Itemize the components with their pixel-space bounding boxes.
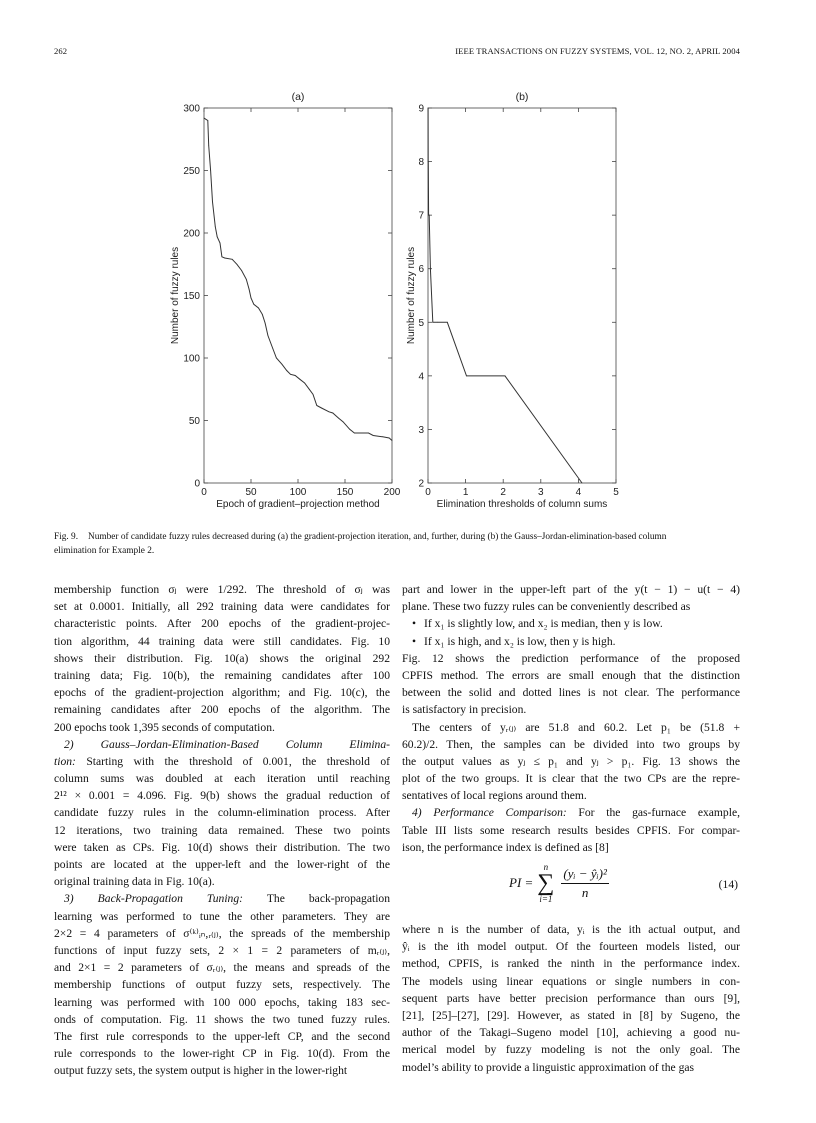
line-text: membership function σⱼ were 1/292. The threshold of σⱼ was (54, 583, 390, 596)
data-point (321, 408, 322, 409)
text-line (402, 736, 740, 753)
line-text: The first rule corresponds to the upper-left CP, and the second (54, 1029, 390, 1043)
text-line (54, 753, 390, 770)
data-point (208, 145, 209, 146)
data-point (349, 429, 350, 430)
text-line (402, 1024, 740, 1041)
line-text: If x₁ is slightly low, and x₂ is median, then y is low. (424, 617, 663, 631)
data-point (368, 433, 369, 434)
y-tick-label: 50 (188, 416, 200, 427)
text-line (402, 650, 740, 667)
x-tick-label: 0 (425, 487, 431, 498)
text-line (402, 1059, 740, 1076)
text-line (402, 955, 740, 972)
text-line (402, 1041, 740, 1058)
data-point (251, 298, 252, 299)
running-header: IEEE TRANSACTIONS ON FUZZY SYSTEMS, VOL. 12, NO. 2, APRIL 2004 (455, 46, 740, 56)
data-point (392, 440, 393, 441)
text-line (54, 581, 390, 598)
x-tick-label: 50 (245, 487, 257, 498)
figure-9 (0, 0, 816, 520)
equation-14 (402, 856, 740, 921)
text-line (54, 976, 390, 993)
chart-title: (b) (515, 91, 529, 103)
line-text: Table III lists some research results besides CPFIS. For compar- (402, 823, 740, 837)
right-column (402, 581, 740, 1076)
data-point (253, 304, 254, 305)
text-line (54, 736, 390, 753)
text-line (54, 787, 390, 804)
chart-title: (a) (291, 91, 305, 103)
data-point (437, 322, 438, 323)
x-tick-label: 150 (336, 487, 354, 498)
data-point (332, 413, 333, 414)
x-tick-label: 200 (383, 487, 401, 498)
sum-upper-limit: n (543, 862, 549, 872)
data-point (309, 389, 310, 390)
line-text: model’s ability to provide a linguistic approximation of the gas (402, 1060, 695, 1074)
text-line (402, 667, 740, 684)
text-line (402, 701, 740, 718)
data-point (221, 256, 222, 257)
line-text: epochs of the gradient-projection algorithm; and Fig. 10(c), the (54, 686, 390, 700)
data-point (215, 226, 216, 227)
caption-text: Number of candidate fuzzy rules decreased during (a) the gradient-projection iteration, and, further, during (b) the Gauss–Jordan-elimination-based column (88, 532, 667, 542)
line-text: were taken as CPs. Fig. 10(d) shows their distribution. The two (54, 840, 390, 854)
text-line (54, 890, 390, 907)
y-tick-label: 100 (183, 353, 200, 365)
data-point (265, 323, 266, 324)
line-text: learning was performed with 100 000 epochs, taking 183 sec- (54, 995, 390, 1009)
data-point (428, 161, 429, 162)
fraction (561, 866, 608, 901)
data-point (232, 259, 233, 260)
data-point (428, 108, 429, 109)
line-text: If x₁ is high, and x₂ is low, then y is high. (424, 634, 616, 648)
text-line (54, 908, 390, 925)
text-line (402, 839, 740, 856)
bullet-item (402, 615, 740, 632)
bullet-icon: • (412, 634, 417, 648)
x-tick-label: 5 (613, 487, 619, 498)
summation (537, 862, 554, 904)
text-line (54, 994, 390, 1011)
y-tick-label: 200 (183, 228, 200, 240)
data-point (205, 119, 206, 120)
text-line (402, 1007, 740, 1024)
y-tick-label: 3 (418, 424, 424, 436)
data-point (316, 405, 317, 406)
data-point (430, 268, 431, 269)
text-line (402, 684, 740, 701)
line-text: author of the Takagi–Sugeno model [10], achieving a good nu- (402, 1026, 740, 1040)
text-line (54, 1045, 390, 1062)
text-line (402, 753, 740, 770)
text-line (54, 856, 390, 873)
section-heading: tion: (54, 754, 76, 768)
line-text: candidate fuzzy rules in the column-elimination process. After (54, 806, 390, 820)
data-point (329, 411, 330, 412)
text-line (402, 804, 740, 821)
line-text: onds of computation. Fig. 11 shows the two tuned fuzzy rules. (54, 1012, 390, 1026)
data-point (343, 421, 344, 422)
line-text: plot of the two groups. It is clear that the two CPs are the repre- (402, 772, 740, 786)
y-tick-label: 9 (418, 103, 424, 115)
data-point (373, 435, 374, 436)
data-point (282, 364, 283, 365)
text-line (402, 787, 740, 804)
line-text: For the gas-furnace example, (566, 806, 740, 820)
line-text: method, CPFIS, is ranked the ninth in the performance index. (402, 957, 740, 971)
data-point (447, 322, 448, 323)
section-heading: 2) Gauss–Jordan-Elimination-Based Column Elimina- (64, 737, 390, 751)
text-line (54, 822, 390, 839)
line-text: 2¹² × 0.001 = 4.096. Fig. 9(b) shows the gradual reduction of (54, 789, 390, 803)
data-series-line (204, 118, 392, 441)
figure-caption (54, 530, 744, 558)
data-point (286, 370, 287, 371)
data-point (299, 379, 300, 380)
data-point (241, 270, 242, 271)
text-line (54, 684, 390, 701)
y-tick-label: 6 (418, 264, 424, 276)
line-text: points are located at the upper-left and the lower-right of the (54, 858, 390, 871)
data-point (220, 243, 221, 244)
equation-lhs: PI = (509, 875, 534, 890)
text-line (54, 770, 390, 787)
data-point (290, 374, 291, 375)
x-axis-label: Elimination thresholds of column sums (436, 499, 608, 510)
data-point (249, 289, 250, 290)
line-text: The models using linear equations or single numbers in con- (402, 974, 740, 988)
line-text: merical model by fuzzy modeling is not the only goal. The (402, 1043, 740, 1057)
plot-frame (204, 108, 392, 483)
line-text: part and lower in the upper-left part of the y(t − 1) − u(t − 4) (402, 583, 740, 596)
data-point (246, 279, 247, 280)
text-line (54, 719, 390, 736)
y-tick-label: 2 (418, 478, 424, 490)
plot-frame (428, 108, 616, 483)
data-point (276, 358, 277, 359)
y-tick-label: 7 (418, 210, 424, 222)
line-text: learning was performed to tune the other parameters. They are (54, 909, 390, 923)
line-text: is satisfactory in precision. (402, 703, 527, 717)
sigma-symbol: ∑ (537, 870, 555, 896)
line-text: The back-propagation (243, 892, 391, 906)
y-tick-label: 8 (418, 157, 424, 169)
text-line (402, 973, 740, 990)
text-line (54, 1011, 390, 1028)
line-text: sequent parts have better precision performance than ours [9], (402, 991, 740, 1005)
text-line (54, 873, 390, 890)
line-text: column sums was doubled at each iteration until reaching (54, 772, 390, 786)
data-point (466, 375, 467, 376)
text-line (54, 667, 390, 684)
data-point (389, 438, 390, 439)
equation-number: (14) (718, 878, 738, 891)
data-point (268, 335, 269, 336)
data-point (429, 215, 430, 216)
text-line (54, 804, 390, 821)
data-point (505, 375, 506, 376)
data-point (313, 394, 314, 395)
x-tick-label: 1 (462, 487, 469, 498)
line-text: [21], [25]–[27], [29]. However, as stated in [8] by Sugeno, the (402, 1008, 740, 1022)
text-line (402, 719, 740, 736)
text-line (402, 990, 740, 1007)
text-line (54, 701, 390, 718)
right-column-top (402, 581, 740, 856)
y-tick-label: 300 (183, 103, 200, 115)
sum-lower-limit: i=1 (539, 894, 553, 904)
data-series-line (428, 108, 582, 483)
line-text: functions of input fuzzy sets, 2 × 1 = 2 parameters of mᵣ₍ⱼ₎, (54, 943, 390, 957)
line-text: The centers of yᵣ₍ⱼ₎ are 51.8 and 60.2. Let p₁ be (51.8 + (412, 720, 740, 734)
line-text: output fuzzy sets, the system output is higher in the lower-right (54, 1064, 348, 1078)
y-tick-label: 0 (194, 478, 200, 490)
line-text: CPFIS method. The errors are small enough that the distinction (402, 668, 740, 682)
line-text: Fig. 12 shows the prediction performance of the proposed (402, 651, 740, 665)
line-text: the output values as yⱼ ≤ p₁ and yⱼ > p₁. Fig. 13 shows the (402, 754, 740, 768)
line-text: Starting with the threshold of 0.001, the threshold of (75, 754, 390, 768)
line-text: training data; Fig. 10(b), the remaining candidates after 100 (54, 668, 390, 682)
line-text: rule corresponds to the lower-right CP in Fig. 10(d). From the (54, 1047, 390, 1061)
line-text: 60.2)/2. Then, the samples can be divided into two groups by (402, 737, 740, 751)
text-line (402, 921, 740, 938)
text-line (54, 633, 390, 650)
line-text: set at 0.0001. Initially, all 292 training data were candidates for (54, 600, 390, 614)
line-text: 12 iterations, two training data remained. These two points (54, 823, 390, 837)
data-point (295, 375, 296, 376)
data-point (304, 383, 305, 384)
text-line (54, 598, 390, 615)
line-text: ison, the performance index is defined as [8] (402, 840, 609, 854)
x-tick-label: 4 (575, 487, 582, 498)
text-line (54, 942, 390, 959)
page-number: 262 (54, 46, 68, 56)
line-text: 200 epochs took 1,395 seconds of computation. (54, 720, 275, 734)
y-axis-label: Number of fuzzy rules (406, 246, 417, 345)
text-line (54, 839, 390, 856)
data-point (582, 483, 583, 484)
data-point (272, 348, 273, 349)
line-text: tion algorithm, 44 training data were still candidates. Fig. 10 (54, 634, 390, 648)
line-text: plane. These two fuzzy rules can be conveniently described as (402, 600, 691, 614)
text-line (54, 650, 390, 667)
text-line (402, 598, 740, 615)
line-text: membership functions of output fuzzy sets, respectively. The (54, 978, 390, 992)
text-line (54, 925, 390, 942)
data-point (224, 258, 225, 259)
section-heading: 3) Back-Propagation Tuning: (64, 892, 244, 906)
bullet-item (402, 633, 740, 650)
text-line (402, 581, 740, 598)
line-text: shows their distribution. Fig. 10(a) shows the original 292 (54, 651, 390, 665)
data-point (382, 436, 383, 437)
data-point (432, 322, 433, 323)
data-point (262, 314, 263, 315)
left-column (54, 581, 390, 1079)
data-point (237, 264, 238, 265)
y-tick-label: 150 (183, 291, 200, 302)
right-column-bottom (402, 921, 740, 1076)
data-point (210, 170, 211, 171)
line-text: characteristic points. After 200 epochs of the gradient-projec- (54, 617, 390, 631)
data-point (258, 308, 259, 309)
text-line (54, 959, 390, 976)
text-line (402, 938, 740, 955)
line-text: original training data in Fig. 10(a). (54, 875, 215, 889)
denominator: n (581, 884, 589, 900)
line-text: between the solid and dotted lines is not clear. The performance (402, 686, 740, 700)
caption-label: Fig. 9. (54, 532, 79, 542)
numerator: (yᵢ − ŷᵢ)² (561, 866, 608, 884)
text-line (54, 615, 390, 632)
data-point (207, 120, 208, 121)
text-line (402, 822, 740, 839)
x-tick-label: 0 (201, 487, 207, 498)
data-point (338, 418, 339, 419)
section-heading: 4) Performance Comparison: (412, 806, 567, 820)
data-point (217, 236, 218, 237)
x-tick-label: 2 (500, 487, 506, 498)
text-line (54, 1028, 390, 1045)
text-line (402, 770, 740, 787)
y-tick-label: 4 (418, 371, 424, 383)
x-tick-label: 100 (289, 487, 307, 498)
line-text: 2×2 = 4 parameters of σ⁽ᵏ⁾ᵢₙ,ᵣ₍ⱼ₎, the spreads of the membership (54, 926, 390, 940)
caption-text-continued: elimination for Example 2. (54, 546, 155, 556)
line-text: sentatives of local regions around them. (402, 789, 587, 803)
line-text: ŷᵢ is the ith model output. Of the fourteen models listed, our (402, 940, 740, 954)
y-tick-label: 250 (183, 166, 200, 177)
data-point (212, 201, 213, 202)
x-tick-label: 3 (538, 487, 544, 498)
text-line (54, 1062, 390, 1079)
y-axis-label: Number of fuzzy rules (170, 246, 181, 345)
line-text: where n is the number of data, yᵢ is the ith actual output, and (402, 923, 740, 936)
data-point (204, 118, 205, 119)
line-text: remaining candidates after 200 epochs of the algorithm. The (54, 703, 390, 717)
bullet-icon: • (412, 617, 417, 631)
line-text: and 2×1 = 2 parameters of σᵣ₍ⱼ₎, the means and spreads of the (54, 961, 390, 975)
y-tick-label: 5 (418, 317, 424, 329)
data-point (354, 433, 355, 434)
x-axis-label: Epoch of gradient–projection method (216, 499, 380, 510)
